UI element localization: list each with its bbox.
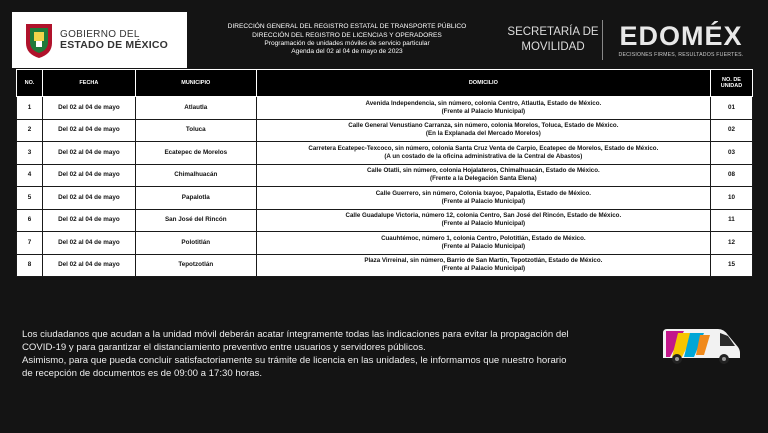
edomex-logo <box>606 12 756 68</box>
gob-line2: ESTADO DE MÉXICO <box>60 39 169 51</box>
cell-no: 2 <box>17 119 43 142</box>
domicilio-line1: Carretera Ecatepec-Texcoco, sin número, colonia Santa Cruz Venta de Carpio, Ecatepec de Morelos, Estado de México. <box>308 144 659 152</box>
header-no: NO. <box>17 70 43 97</box>
header-divider <box>602 20 603 60</box>
page-header <box>12 12 756 68</box>
cell-fecha: Del 02 al 04 de mayo <box>42 142 135 165</box>
cell-domicilio <box>256 209 710 232</box>
cell-municipio: Toluca <box>135 119 256 142</box>
cell-fecha: Del 02 al 04 de mayo <box>42 209 135 232</box>
edomex-word: EDOMÉX <box>619 21 743 51</box>
cell-no: 7 <box>17 232 43 255</box>
cell-domicilio <box>256 97 710 120</box>
table-row <box>17 232 753 255</box>
state-shield-icon <box>24 21 54 59</box>
header-fecha: FECHA <box>42 70 135 97</box>
cell-no: 6 <box>17 209 43 232</box>
header-domicilio: DOMICILIO <box>256 70 710 97</box>
cell-municipio: Chimalhuacán <box>135 164 256 187</box>
domicilio-line1: Avenida Independencia, sin número, colonia Centro, Atlautla, Estado de México. <box>365 99 602 107</box>
table-row <box>17 119 753 142</box>
cell-no: 8 <box>17 254 43 277</box>
cell-domicilio <box>256 187 710 210</box>
notice-text <box>22 328 652 380</box>
notice-line-3: Asimismo, para que pueda concluir satisfactoriamente su trámite de licencia en las unidades, le informamos que nuestro horario <box>22 355 567 366</box>
cell-unidad: 08 <box>711 164 753 187</box>
domicilio-line2: (Frente al Palacio Municipal) <box>441 107 526 115</box>
cell-domicilio <box>256 232 710 255</box>
cell-fecha: Del 02 al 04 de mayo <box>42 254 135 277</box>
domicilio-line2: (A un costado de la oficina administrativa de la Central de Abastos) <box>384 152 583 160</box>
cell-no: 5 <box>17 187 43 210</box>
table-header-row <box>17 70 753 97</box>
domicilio-line1: Calle Otatli, sin número, colonia Hojalateros, Chimalhuacán, Estado de México. <box>366 167 600 175</box>
secretaria-line1: SECRETARÍA DE <box>507 26 599 38</box>
cell-no: 1 <box>17 97 43 120</box>
cell-municipio: Polotitlán <box>135 232 256 255</box>
domicilio-line1: Cuauhtémoc, número 1, colonia Centro, Polotitlán, Estado de México. <box>381 234 586 242</box>
header-municipio: MUNICIPIO <box>135 70 256 97</box>
cell-domicilio <box>256 254 710 277</box>
cell-fecha: Del 02 al 04 de mayo <box>42 164 135 187</box>
cell-domicilio <box>256 142 710 165</box>
notice-line-1: Los ciudadanos que acudan a la unidad móvil deberán acatar íntegramente todas las indicaciones para evitar la propagación del <box>22 329 569 340</box>
cell-fecha: Del 02 al 04 de mayo <box>42 97 135 120</box>
cell-unidad: 10 <box>711 187 753 210</box>
secretaria-movilidad <box>507 12 599 68</box>
secretaria-line2: MOVILIDAD <box>521 41 585 53</box>
domicilio-line2: (Frente a la Delegación Santa Elena) <box>430 175 537 183</box>
document-titles <box>187 23 507 56</box>
cell-no: 3 <box>17 142 43 165</box>
domicilio-line1: Calle Guadalupe Victoria, número 12, colonia Centro, San José del Rincón, Estado de México. <box>345 212 622 220</box>
table-row <box>17 164 753 187</box>
domicilio-line1: Plaza Virreinal, sin número, Barrio de San Martín, Tepotzotlán, Estado de México. <box>364 257 603 265</box>
table-row <box>17 254 753 277</box>
cell-municipio: Tepotzotlán <box>135 254 256 277</box>
domicilio-line2: (Frente al Palacio Municipal) <box>441 197 526 205</box>
title-line-4: Agenda del 02 al 04 de mayo de 2023 <box>291 48 403 56</box>
cell-municipio: Atlautla <box>135 97 256 120</box>
domicilio-line2: (Frente al Palacio Municipal) <box>441 242 526 250</box>
table-row <box>17 142 753 165</box>
notice-line-4: de recepción de documentos es de 09:00 a 17:30 horas. <box>22 368 263 379</box>
notice-line-2: COVID-19 y para garantizar el distanciamiento preventivo entre usuarios y servidores públicos. <box>22 342 426 353</box>
domicilio-line2: (Frente al Palacio Municipal) <box>441 265 526 273</box>
title-line-3: Programación de unidades móviles de servicio particular <box>264 40 430 47</box>
cell-municipio: Papalotla <box>135 187 256 210</box>
cell-unidad: 12 <box>711 232 753 255</box>
table-row <box>17 209 753 232</box>
cell-unidad: 02 <box>711 119 753 142</box>
header-unidad: NO. DE UNIDAD <box>711 70 753 97</box>
mobile-unit-van-icon <box>660 325 742 367</box>
domicilio-line1: Calle Guerrero, sin número, Colonia Ixayoc, Papalotla, Estado de México. <box>375 189 591 197</box>
table-row <box>17 97 753 120</box>
cell-unidad: 03 <box>711 142 753 165</box>
title-line-1: DIRECCIÓN GENERAL DEL REGISTRO ESTATAL DE TRANSPORTE PÚBLICO <box>227 23 467 31</box>
cell-municipio: Ecatepec de Morelos <box>135 142 256 165</box>
cell-unidad: 15 <box>711 254 753 277</box>
cell-fecha: Del 02 al 04 de mayo <box>42 119 135 142</box>
domicilio-line2: (En la Explanada del Mercado Morelos) <box>425 130 541 138</box>
domicilio-line2: (Frente al Palacio Municipal) <box>441 220 526 228</box>
schedule-table <box>16 69 753 277</box>
cell-unidad: 01 <box>711 97 753 120</box>
gobierno-logo <box>12 12 187 68</box>
cell-no: 4 <box>17 164 43 187</box>
cell-domicilio <box>256 164 710 187</box>
table-row <box>17 187 753 210</box>
domicilio-line1: Calle General Venustiano Carranza, sin número, colonia Morelos, Toluca, Estado de México. <box>348 122 619 130</box>
title-line-2: DIRECCIÓN DEL REGISTRO DE LICENCIAS Y OPERADORES <box>252 31 442 39</box>
gob-line1: GOBIERNO DEL <box>60 29 140 40</box>
edomex-tagline: DECISIONES FIRMES, RESULTADOS FUERTES. <box>618 52 744 58</box>
cell-fecha: Del 02 al 04 de mayo <box>42 187 135 210</box>
cell-domicilio <box>256 119 710 142</box>
cell-municipio: San José del Rincón <box>135 209 256 232</box>
cell-fecha: Del 02 al 04 de mayo <box>42 232 135 255</box>
cell-unidad: 11 <box>711 209 753 232</box>
